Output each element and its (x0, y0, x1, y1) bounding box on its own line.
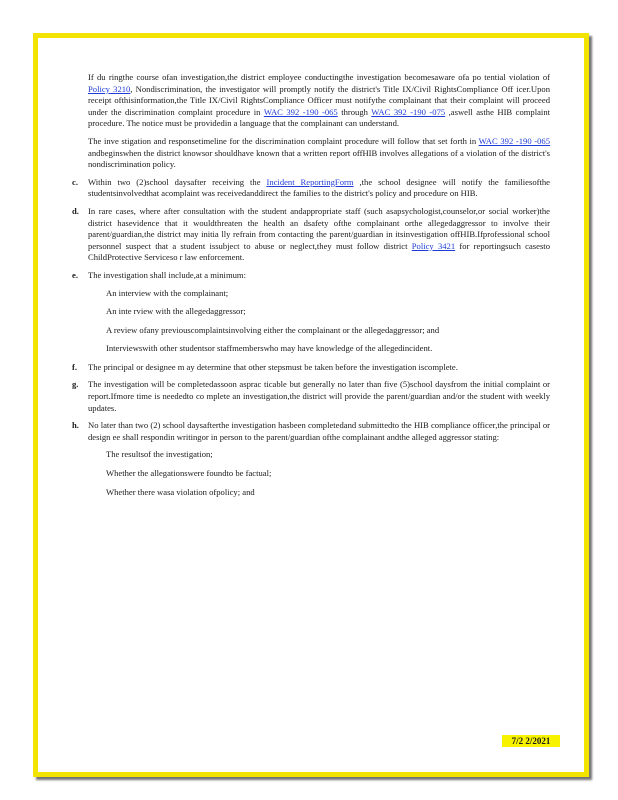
list-item-h (72, 420, 550, 443)
paragraph-discrimination-notice (88, 72, 550, 130)
text-span: If du ringthe course ofan investigation,the district employee conductingthe investigation becomesaware ofa po tential violation of (88, 72, 550, 82)
text-span: , Nondiscrimination, the investigator will promptly notify the district's Title IX/Civil RightsCompliance Off icer.Upon receipt ofthisinformation,the Title IX/Civil RightsCompliance Officer must notifythe complainant that their complaint will proceed under the discrimination complaint procedure in (88, 83, 550, 117)
footer-date: 7/2 2/2021 (502, 735, 560, 747)
text-span: In rare cases, where after consultation with the student andappropriate staff (such asapsychologist,counselor,or social worker)the district hasevidence that it wouldthreaten the health an dsafety ofthe complainant orthe allegedaggressor to involve their parent/guardian,the district may initia lly refrain from contacting the parent/guardian in itsinvestigation offHIB.Ifprofessional school personnel suspect that a student issubject to abuse or neglect,they must follow district (88, 205, 550, 251)
text-span: ,aswell asthe HIB complaint procedure. The notice must be providedin a language that the complainant can understand. (88, 106, 551, 129)
bullet-text: An inte rview with the allegedaggressor; (106, 306, 246, 317)
text-span: No later than two (2) school daysafterthe investigation hasbeen completedand submittedto the HIB compliance officer,the principal or design ee shall respondin writingor in person to the parent/guardian ofthe complainant andthe alleged aggressor stating: (88, 420, 550, 442)
text-span: andbeginswhen the district knowsor shouldhave known that a written report offHIB involves allegations of a violation of the district's nondiscrimination policy. (88, 147, 550, 170)
text-span: Within two (2)school daysafter receiving the (88, 176, 267, 187)
list-label: e. (72, 269, 78, 280)
bullet-text: Whether the allegationswere foundto be factual; (106, 468, 272, 479)
bullet-item (88, 487, 550, 499)
bullet-text: Interviewswith other studentsor staffmemberswho may have knowledge of the allegedincident. (106, 343, 433, 354)
document-body (72, 72, 551, 505)
text-span: ,the school designee will notify the familiesofthe studentsinvolvedthat acomplaint was receivedanddirect the families to the district's policy and procedure on HIB. (88, 176, 550, 199)
paragraph-timeline (88, 136, 550, 171)
list-item-f (72, 361, 550, 374)
bullet-text: The resultsof the investigation; (106, 449, 213, 460)
list-label: g. (72, 379, 79, 390)
incident-reporting-form-link[interactable]: Incident ReportingForm (266, 176, 354, 187)
list-label: d. (72, 205, 79, 216)
list-label: h. (72, 420, 79, 431)
text-span: The principal or designee m ay determine that other stepsmust be taken before the investigation iscomplete. (88, 361, 458, 372)
bullet-text: Whether there wasa violation ofpolicy; and (106, 486, 255, 497)
text-span: The inve stigation and responsetimeline for the discrimination complaint procedure will follow that set forth in (88, 135, 479, 146)
text-span: for reportingsuch casesto ChildProtective Serviceso r law enforcement. (88, 240, 550, 263)
bullet-text: An interview with the complainant; (106, 287, 229, 298)
bullet-item (88, 468, 550, 480)
wac-075-link[interactable]: WAC 392 -190 -075 (371, 106, 446, 117)
text-span: The investigation will be completedassoon asprac ticable but generally no later than five (5)school daysfrom the initial complaint or report.Ifmore time is neededto co mplete an investigation,the district will provide the parent/guardian and/or the student with weekly updates. (88, 379, 550, 413)
bullet-item (88, 325, 550, 337)
policy-3421-link[interactable]: Policy 3421 (411, 240, 456, 251)
bullet-item (88, 343, 550, 355)
text-span: through (337, 106, 372, 117)
wac-065-link-2[interactable]: WAC 392 -190 -065 (478, 135, 550, 146)
list-item-d (72, 205, 550, 264)
bullet-text: A review ofany previouscomplaintsinvolving either the complainant or the allegedaggressor; and (106, 324, 440, 335)
list-item-e (72, 269, 550, 282)
bullet-item (88, 306, 550, 318)
list-item-g (72, 379, 550, 414)
policy-3210-link[interactable]: Policy 3210 (88, 83, 131, 94)
list-item-c (72, 176, 550, 200)
wac-065-link[interactable]: WAC 392 -190 -065 (263, 106, 338, 117)
bullet-item (88, 288, 550, 300)
bullet-item (88, 449, 550, 461)
text-span: The investigation shall include,at a minimum: (88, 269, 246, 280)
list-label: c. (72, 176, 78, 187)
list-label: f. (72, 361, 78, 372)
